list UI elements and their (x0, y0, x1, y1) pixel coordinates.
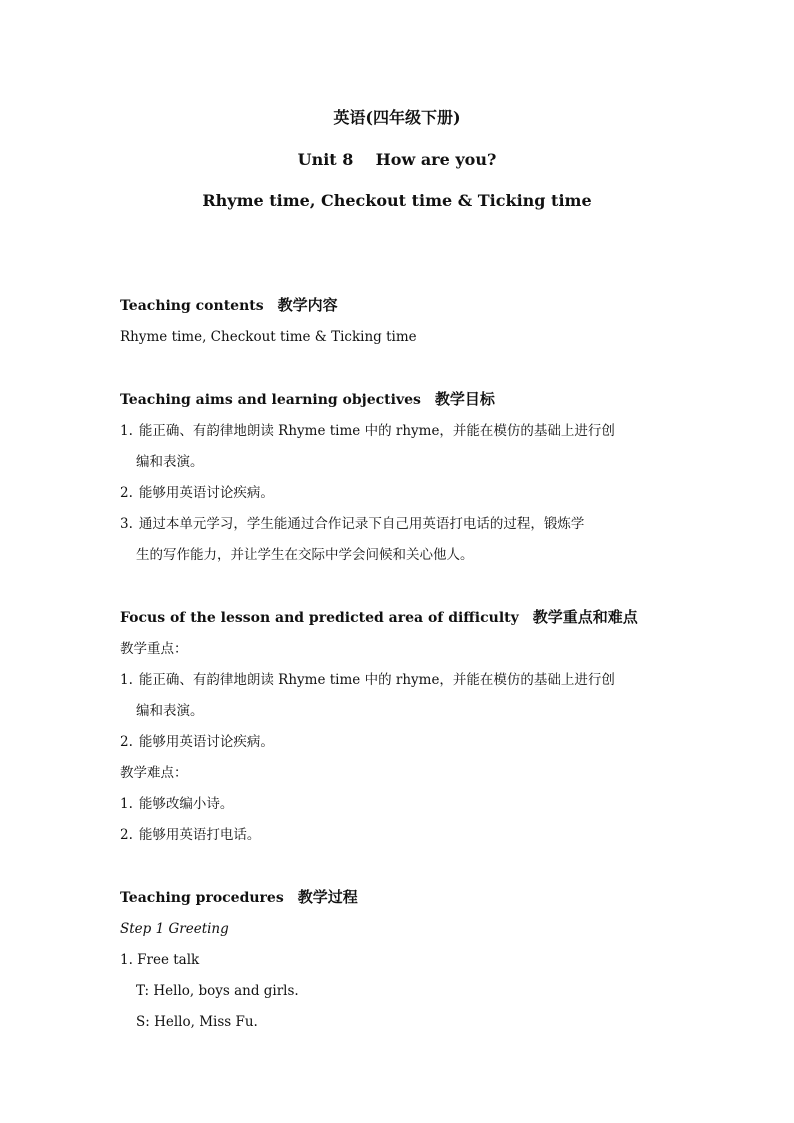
document-body (120, 290, 680, 1038)
key-points-label: 教学重点： (120, 641, 188, 657)
aims-item-3 (120, 509, 680, 540)
list-number: 2. (120, 827, 133, 843)
focus-heading (120, 602, 680, 634)
list-text: 能够用英语讨论疾病。 (138, 485, 274, 501)
contents-heading (120, 290, 680, 322)
aims-heading (120, 384, 680, 416)
list-text: 能正确、有韵律地朗读 Rhyme time 中的 rhyme，并能在模仿的基础上进行创 (138, 423, 615, 439)
difficulty-item-1 (120, 789, 680, 820)
aims-item-2 (120, 478, 680, 509)
key-item-2 (120, 727, 680, 758)
list-text: 能正确、有韵律地朗读 Rhyme time 中的 rhyme，并能在模仿的基础上进行创 (138, 672, 615, 688)
contents-heading-en: Teaching contents (120, 298, 264, 314)
list-text: 能够用英语打电话。 (138, 827, 261, 843)
list-text: 通过本单元学习，学生能通过合作记录下自己用英语打电话的过程，锻炼学 (138, 516, 585, 532)
focus-heading-en: Focus of the lesson and predicted area of difficulty (120, 610, 519, 626)
key-item-1-cont: 编和表演。 (136, 703, 204, 719)
procedure-item-1: 1. Free talk (120, 952, 200, 968)
spacer (120, 851, 680, 882)
difficulty-label: 教学难点： (120, 765, 188, 781)
difficulty-item-2 (120, 820, 680, 851)
unit-title: Unit 8 How are you? (297, 150, 497, 169)
spacer (120, 571, 680, 602)
list-number: 3. (120, 516, 133, 532)
document-title: 英语(四年级下册) (333, 108, 461, 127)
key-item-1 (120, 665, 680, 696)
contents-heading-cn: 教学内容 (277, 296, 338, 314)
list-text: 能够用英语讨论疾病。 (138, 734, 274, 750)
dialogue-line-2: S: Hello, Miss Fu. (136, 1014, 258, 1030)
lesson-title: Rhyme time, Checkout time & Ticking time (202, 191, 592, 210)
spacer (120, 353, 680, 384)
list-number: 2. (120, 734, 133, 750)
list-text: 能够改编小诗。 (138, 796, 234, 812)
step-1-title: Step 1 Greeting (120, 921, 229, 937)
dialogue-line-1: T: Hello, boys and girls. (136, 983, 299, 999)
list-number: 1. (120, 796, 133, 812)
procedures-heading-cn: 教学过程 (297, 888, 358, 906)
aims-heading-cn: 教学目标 (434, 390, 495, 408)
aims-heading-en: Teaching aims and learning objectives (120, 392, 421, 408)
list-number: 2. (120, 485, 133, 501)
aims-item-3-cont: 生的写作能力，并让学生在交际中学会问候和关心他人。 (136, 547, 474, 563)
aims-item-1 (120, 416, 680, 447)
contents-text: Rhyme time, Checkout time & Ticking time (120, 329, 417, 345)
focus-heading-cn: 教学重点和难点 (532, 608, 638, 626)
procedures-heading-en: Teaching procedures (120, 890, 284, 906)
aims-item-1-cont: 编和表演。 (136, 454, 204, 470)
list-number: 1. (120, 423, 133, 439)
list-number: 1. (120, 672, 133, 688)
procedures-heading (120, 882, 680, 914)
